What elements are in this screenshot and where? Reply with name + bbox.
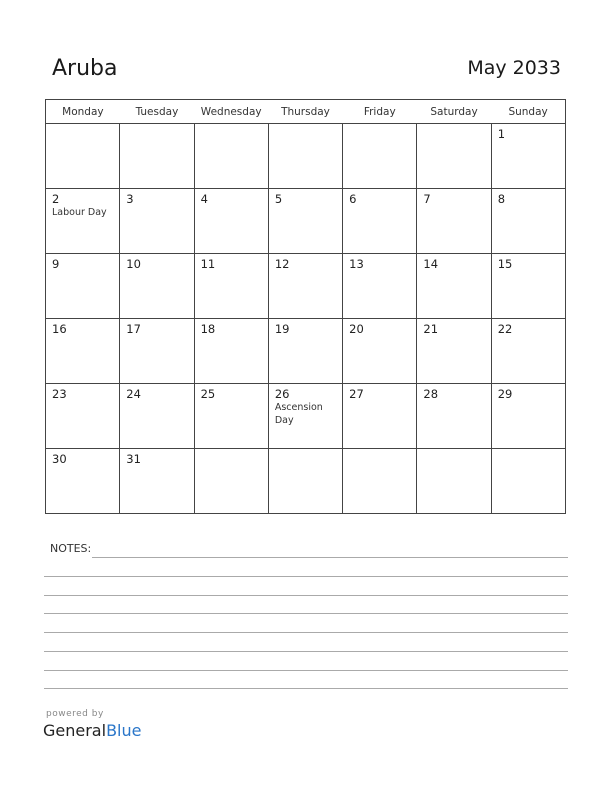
weekday-header: Saturday: [417, 100, 491, 124]
powered-by-text: powered by: [46, 709, 104, 719]
calendar-day-cell: [491, 319, 565, 384]
calendar-day-cell: [343, 449, 417, 514]
notes-line: [44, 670, 568, 671]
day-number: 20: [349, 322, 364, 336]
calendar-day-cell: [120, 384, 194, 449]
day-number: 18: [200, 322, 216, 336]
notes-line: [44, 576, 568, 577]
brand-general: General: [43, 721, 107, 740]
calendar-day-cell: [417, 124, 491, 189]
day-number: 14: [423, 257, 439, 271]
calendar-day-cell: [46, 449, 120, 514]
holiday-label: Labour Day: [52, 207, 107, 218]
calendar-day-cell: [491, 254, 565, 319]
day-number: 7: [423, 192, 431, 206]
calendar-day-cell: [343, 254, 417, 319]
calendar-day-cell: [343, 189, 417, 254]
day-number: 28: [423, 387, 439, 401]
calendar-grid: [45, 99, 566, 514]
calendar-day-cell: [417, 319, 491, 384]
weekday-header: Wednesday: [194, 100, 268, 124]
notes-line: [44, 632, 568, 633]
calendar-week-row: [46, 189, 566, 254]
notes-line: [44, 688, 568, 689]
calendar-day-cell: [194, 124, 268, 189]
day-number: 8: [497, 192, 506, 206]
calendar-day-cell: [417, 449, 491, 514]
day-number: 21: [423, 322, 439, 336]
day-number: 27: [349, 387, 364, 401]
calendar-day-cell: [120, 449, 194, 514]
calendar-day-cell: [491, 384, 565, 449]
day-number: 6: [349, 192, 357, 206]
day-number: 12: [274, 257, 290, 271]
calendar-day-cell: [343, 384, 417, 449]
day-number: 11: [200, 257, 216, 271]
notes-line: [92, 557, 568, 558]
calendar-week-row: [46, 254, 566, 319]
weekday-header: Thursday: [268, 100, 342, 124]
weekday-header: Friday: [343, 100, 417, 124]
country-title: Aruba: [52, 56, 118, 81]
calendar-day-cell: [343, 124, 417, 189]
calendar-week-row: [46, 124, 566, 189]
calendar-day-cell: [268, 319, 342, 384]
day-number: 5: [274, 192, 283, 206]
calendar-day-cell: [46, 319, 120, 384]
calendar-day-cell: [491, 449, 565, 514]
calendar-day-cell: [46, 124, 120, 189]
calendar-day-cell: [194, 254, 268, 319]
holiday-label: Ascension Day: [274, 402, 323, 426]
notes-line: [44, 595, 568, 596]
calendar-day-cell: [343, 319, 417, 384]
calendar-week-row: [46, 449, 566, 514]
calendar-day-cell: [268, 189, 342, 254]
day-number: 26: [274, 387, 290, 401]
calendar-day-cell: [417, 189, 491, 254]
notes-line: [44, 613, 568, 614]
calendar-day-cell: [491, 189, 565, 254]
calendar-day-cell: [194, 449, 268, 514]
weekday-header-row: [46, 100, 566, 124]
weekday-header: Sunday: [491, 100, 565, 124]
day-number: 30: [52, 452, 67, 466]
weekday-header: Tuesday: [120, 100, 194, 124]
calendar-day-cell: [120, 189, 194, 254]
weekday-header: Monday: [46, 100, 120, 124]
notes-line: [44, 651, 568, 652]
day-number: 13: [349, 257, 364, 271]
day-number: 22: [497, 322, 513, 336]
calendar-day-cell: [268, 254, 342, 319]
calendar-day-cell: [46, 254, 120, 319]
calendar-day-cell: [120, 254, 194, 319]
calendar-day-cell: [194, 384, 268, 449]
day-number: 17: [126, 322, 141, 336]
day-number: 16: [52, 322, 67, 336]
day-number: 9: [52, 257, 60, 271]
calendar-day-cell: [417, 254, 491, 319]
day-number: 23: [52, 387, 67, 401]
calendar-day-cell: [268, 124, 342, 189]
notes-label: NOTES:: [50, 542, 92, 555]
calendar-day-cell: [268, 449, 342, 514]
day-number: 24: [126, 387, 141, 401]
day-number: 4: [200, 192, 208, 206]
day-number: 10: [126, 257, 141, 271]
generalblue-logo[interactable]: [43, 721, 141, 740]
calendar-week-row: [46, 384, 566, 449]
calendar-day-cell: [491, 124, 565, 189]
calendar-week-row: [46, 319, 566, 384]
day-number: 31: [126, 452, 141, 466]
calendar-day-cell: [417, 384, 491, 449]
day-number: 1: [497, 127, 506, 141]
day-number: 19: [274, 322, 290, 336]
calendar-day-cell: [194, 319, 268, 384]
day-number: 29: [497, 387, 513, 401]
day-number: 2: [52, 192, 60, 206]
calendar-day-cell: [194, 189, 268, 254]
month-year-title: May 2033: [467, 57, 561, 79]
brand-blue: Blue: [106, 721, 142, 740]
day-number: 15: [497, 257, 513, 271]
calendar-day-cell: [46, 189, 120, 254]
calendar-day-cell: [120, 124, 194, 189]
day-number: 25: [200, 387, 216, 401]
calendar-day-cell: [46, 384, 120, 449]
calendar-day-cell: [120, 319, 194, 384]
calendar-day-cell: [268, 384, 342, 449]
day-number: 3: [126, 192, 134, 206]
